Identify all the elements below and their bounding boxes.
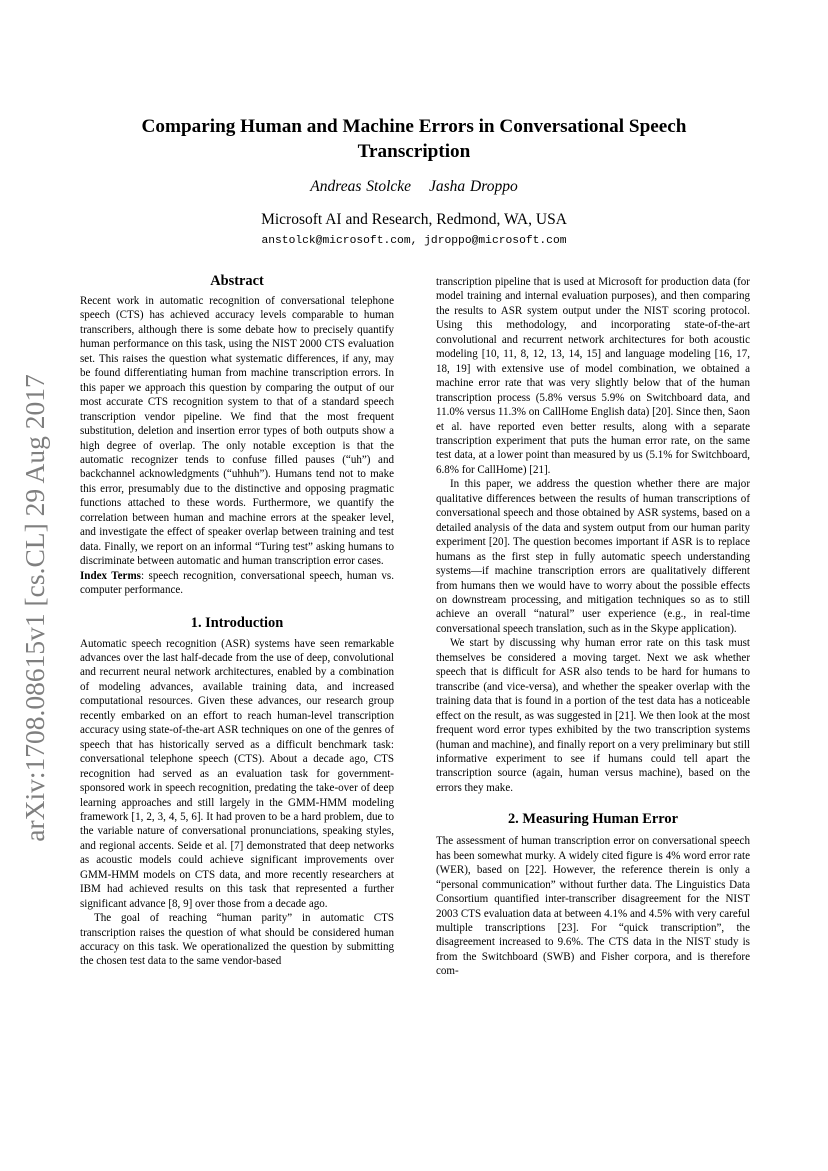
author-emails: anstolck@microsoft.com, jdroppo@microsoft.com: [261, 235, 567, 247]
index-terms: [80, 569, 394, 598]
arxiv-stamp: arXiv:1708.08615v1 [cs.CL] 29 Aug 2017: [19, 374, 50, 842]
author-name: Jasha Droppo: [429, 178, 518, 195]
affiliation: Microsoft AI and Research, Redmond, WA, USA: [261, 211, 567, 228]
right-column: [436, 275, 750, 979]
author-name: Andreas Stolcke: [310, 178, 412, 195]
intro-paragraph-3: In this paper, we address the question whether there are major qualitative differences between the results of human transcriptions of conversational speech and those obtained by ASR systems, based on a detailed analysis of the data and system output from our human parity experiment [20]. The question becomes important if ASR is to replace humans as the first step in fully automatic speech understanding systems—if machine transcription errors are qualitatively different from humans then we would have to worry about the possible effects on downstream processing, and mitigation techniques so as to still achieve an overall “natural” user experience (e.g., in real-time conversational speech translation, such as in the Skype application).: [436, 478, 750, 635]
index-terms-text: : speech recognition, conversational speech, human vs. computer performance.: [80, 569, 394, 597]
intro-paragraph-2-continued: transcription pipeline that is used at Microsoft for production data (for model training and internal evaluation purposes), and then comparing the results to ASR system output under the NIST scoring protocol. Using this methodology, and incorporating state-of-the-art convolutional and recurrent network architectures for both acoustic modeling [10, 11, 8, 12, 13, 14, 15] and language modeling [16, 17, 18, 19] with extensive use of model combination, we obtained a machine error rate that was very slightly below that of the human transcription process (5.8% versus 5.9% on Switchboard data, and 11.0% versus 11.3% on CallHome English data) [20]. Since then, Saon et al. have reported even better results, along with a separate transcription experiment that puts the human error rate, on the same test data, at a lower point than measured by us (5.1% for Switchboard, 6.8% for CallHome) [21].: [436, 276, 750, 476]
section-heading-measuring-human-error: 2. Measuring Human Error: [507, 811, 679, 828]
intro-paragraph-2: The goal of reaching “human parity” in automatic CTS transcription raises the question of what should be considered human accuracy on this task. We operationalized the question by submitting the chosen test data to the same vendor-based: [80, 912, 394, 968]
measuring-paragraph-1: The assessment of human transcription error on conversational speech has been somewhat murky. A widely cited figure is 4% word error rate (WER), based on [22]. However, the reference therein is only a “personal communication” without further data. The Linguistics Data Consortium quantified inter-transcriber disagreement for the NIST 2003 CTS evaluation data at between 4.1% and 4.5% with very careful multiple transcriptions [23]. For “quick transcription”, the disagreement increased to 9.6%. The CTS data in the NIST study is from the Switchboard (SWB) and Fisher corpora, and is therefore com-: [436, 835, 750, 978]
left-column: [80, 272, 394, 969]
authors: [100, 177, 728, 197]
abstract-text: Recent work in automatic recognition of conversational telephone speech (CTS) has achieved accuracy levels comparable to human transcribers, although there is some debate how to precisely quantify human performance on this task, using the NIST 2000 CTS evaluation set. This raises the question what systematic differences, if any, may be found differentiating human from machine transcription errors. In this paper we approach this question by comparing the output of our most accurate CTS recognition system to that of a standard speech transcription vendor pipeline. We find that the most frequent substitution, deletion and insertion error types of both outputs show a high degree of overlap. The only notable exception is that the automatic recognizer tends to confuse filled pauses (“uh”) and backchannel acknowledgments (“uhhuh”). Humans tend not to make this error, presumably due to the distinctive and opposing pragmatic functions attached to these words. Furthermore, we quantify the correlation between human and machine errors at the speaker level, and investigate the effect of speaker overlap between training and test data. Finally, we report on an informal “Turing test” asking humans to discriminate between automatic and human transcription error cases.: [80, 295, 394, 568]
section-heading-introduction: 1. Introduction: [190, 614, 284, 631]
index-terms-label: Index Terms: [80, 569, 141, 582]
intro-paragraph-1: Automatic speech recognition (ASR) systems have seen remarkable advances over the last half-decade from the use of deep, convolutional and recurrent neural network architectures, enabled by a combination of modeling advances, available training data, and increased computational resources. Given these advances, our research group recently embarked on an effort to reach human-level transcription accuracy using state-of-the-art ASR techniques on one of the genres of speech that has historically served as a difficult benchmark task: conversational telephone speech (CTS). About a decade ago, CTS recognition had served as an evaluation task for government-sponsored work in speech recognition, predating the take-over of deep learning approaches and still largely in the GMM-HMM modeling framework [1, 2, 3, 4, 5, 6]. It had proven to be a hard problem, due to the variable nature of conversational pronunciations, speaking styles, and regional accents. Seide et al. [7] demonstrated that deep networks as acoustic models could achieve significant improvements over GMM-HMM models on CTS data, and more recently researchers at IBM had achieved results on this task that represented a further significant advance [8, 9] over those from a decade ago.: [80, 637, 394, 910]
intro-paragraph-4: We start by discussing why human error rate on this task must themselves be considered a moving target. Next we ask whether speech that is difficult for ASR also tends to be hard for humans to transcribe (and vice-versa), and whether the speaker overlap with the training data that is found in a portion of the test data has a noticeable effect on the result, as was suggested in [21]. We then look at the most frequent word error types exhibited by the two transcription systems (human and machine), and finally report on a very preliminary but still informative experiment to see if humans could tell apart the transcription source (again, human versus machine), based on the errors they make.: [436, 637, 750, 794]
paper-title: Comparing Human and Machine Errors in Conversational Speech Transcription: [141, 116, 687, 162]
abstract-heading: Abstract: [210, 273, 264, 289]
